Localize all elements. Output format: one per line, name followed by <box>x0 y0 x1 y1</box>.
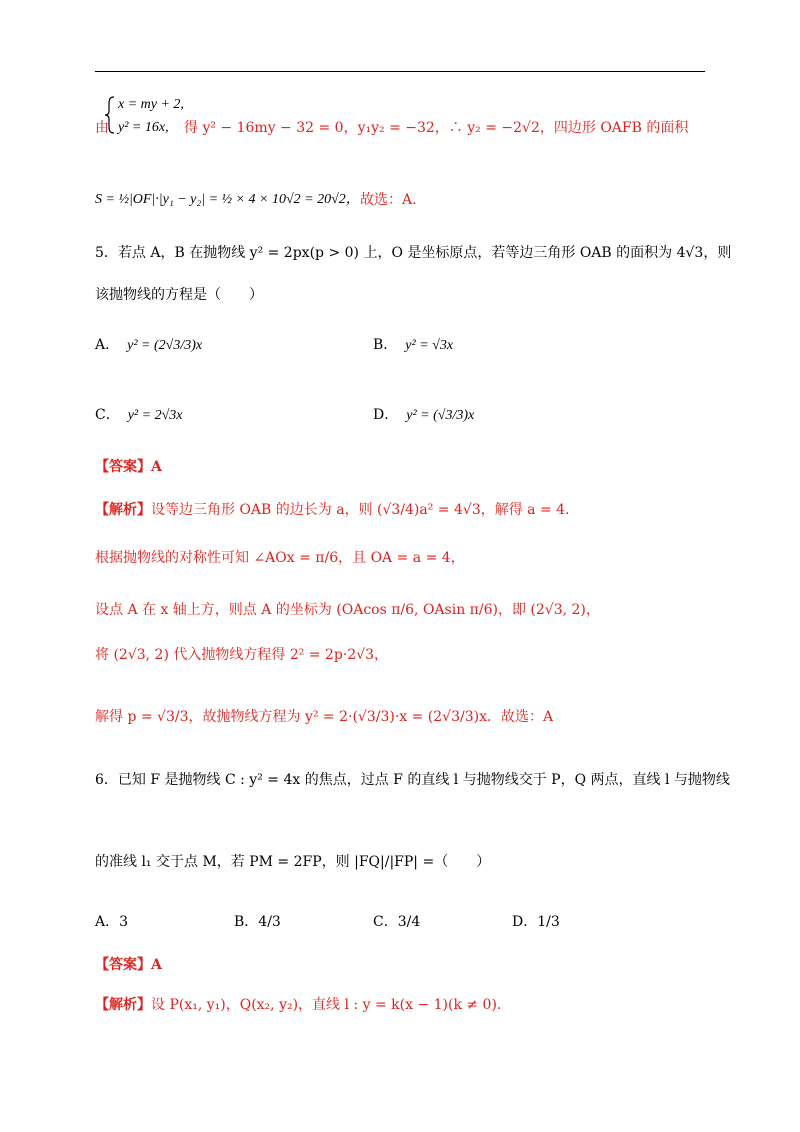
option-expr: 4/3 <box>258 914 281 930</box>
option-expr: y² = 2√3x <box>127 408 183 423</box>
option-expr: 3 <box>119 914 129 930</box>
option-expr: y² = (2√3/3)x <box>127 338 203 353</box>
option-label: B． <box>234 914 259 930</box>
q5-analysis-line-4: 将 (2√3, 2) 代入抛物线方程得 2² = 2p·2√3， <box>95 647 389 663</box>
analysis-tag: 【解析】 <box>95 997 151 1013</box>
header-rule <box>95 71 705 72</box>
system-equation-1: x = my + 2, <box>118 97 184 112</box>
option-expr: y² = √3x <box>405 338 454 353</box>
analysis-text: 设 P(x₁, y₁)，Q(x₂, y₂)，直线 l : y = k(x − 1)(k ≠ 0). <box>151 997 502 1013</box>
q5-option-a <box>95 335 202 356</box>
q5-answer: 【答案】A <box>95 459 162 475</box>
q5-stem-line-1: 5．若点 A，B 在抛物线 y² = 2px(p > 0) 上，O 是坐标原点，若等边三角形 OAB 的面积为 4√3，则 <box>95 245 732 261</box>
option-label: C． <box>373 914 398 930</box>
option-expr: 3/4 <box>397 914 421 930</box>
option-expr: y² = (√3/3)x <box>406 408 475 423</box>
q6-option-a <box>95 912 128 932</box>
q5-analysis-line-1 <box>95 500 570 520</box>
q6-analysis-line-1 <box>95 995 501 1015</box>
q5-stem-line-2: 该抛物线的方程是（ ） <box>95 287 263 303</box>
derivation-text: 得 y² − 16my − 32 = 0，y₁y₂ = −32，∴ y₂ = −2√2，四边形 OAFB 的面积 <box>184 120 689 136</box>
q6-option-c <box>373 912 420 932</box>
option-label: D． <box>512 914 538 930</box>
system-prefix: 由 <box>95 120 109 136</box>
option-expr: 1/3 <box>537 914 560 930</box>
q6-option-b <box>234 912 281 932</box>
analysis-text: 设等边三角形 OAB 的边长为 a，则 (√3/4)a² = 4√3，解得 a = 4. <box>151 502 570 518</box>
option-label: A． <box>95 914 120 930</box>
q5-option-c <box>95 405 182 426</box>
area-conclusion: 故选：A. <box>360 192 417 208</box>
option-label: B． <box>373 337 398 353</box>
q6-answer: 【答案】A <box>95 957 162 973</box>
q5-option-b <box>373 335 453 356</box>
area-formula: S = ½|OF|·|y₁ − y₂| = ½ × 4 × 10√2 = 20√2， <box>95 192 360 207</box>
option-label: A． <box>95 337 120 353</box>
analysis-tag: 【解析】 <box>95 502 151 518</box>
q5-analysis-line-2: 根据抛物线的对称性可知 ∠AOx = π/6，且 OA = a = 4， <box>95 550 465 566</box>
option-label: C． <box>95 407 120 423</box>
q6-stem-line-1: 6．已知 F 是抛物线 C : y² = 4x 的焦点，过点 F 的直线 l 与抛物线交于 P，Q 两点，直线 l 与抛物线 <box>95 772 730 788</box>
q6-stem-line-2: 的准线 l₁ 交于点 M，若 PM = 2FP，则 |FQ|/|FP| =（ ） <box>95 854 491 870</box>
q5-analysis-line-3: 设点 A 在 x 轴上方，则点 A 的坐标为 (OAcos π/6, OAsin π/6)，即 (2√3, 2)， <box>95 602 600 618</box>
q5-analysis-line-5: 解得 p = √3/3，故抛物线方程为 y² = 2·(√3/3)·x = (2√3/3)x．故选：A <box>95 709 554 725</box>
q5-option-d <box>373 405 474 426</box>
system-equation-2: y² = 16x, <box>118 120 169 135</box>
option-label: D． <box>373 407 399 423</box>
q6-option-d <box>512 912 560 932</box>
